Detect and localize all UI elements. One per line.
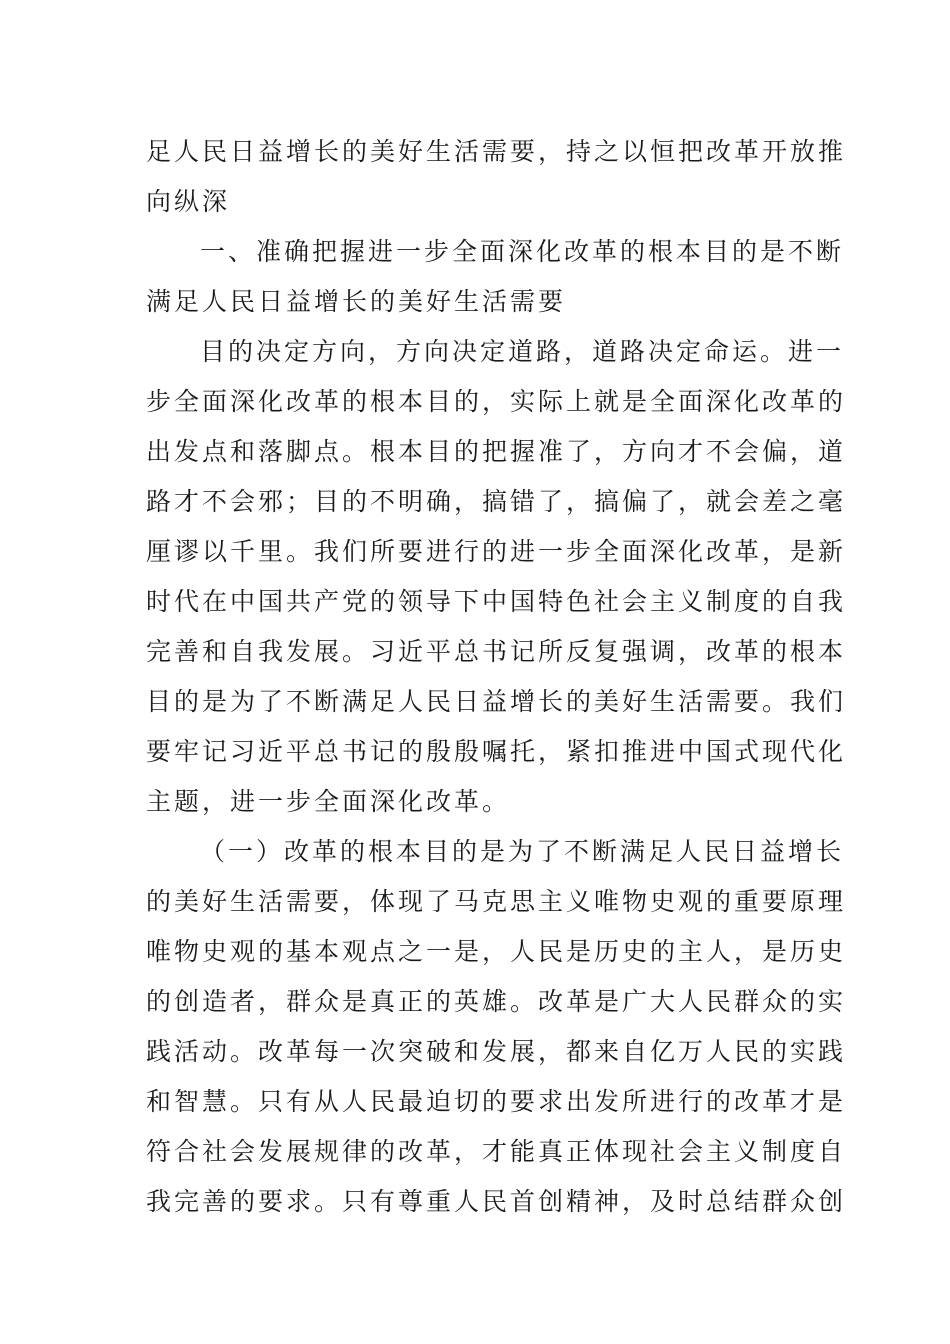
paragraph-line: 步全面深化改革的根本目的，实际上就是全面深化改革的	[146, 387, 847, 416]
paragraph-line: 目的是为了不断满足人民日益增长的美好生活需要。我们	[146, 687, 847, 716]
paragraph-line: 时代在中国共产党的领导下中国特色社会主义制度的自我	[146, 587, 847, 616]
paragraph-line: 厘谬以千里。我们所要进行的进一步全面深化改革，是新	[146, 537, 847, 566]
paragraph-line: 唯物史观的基本观点之一是，人民是历史的主人，是历史	[146, 937, 847, 966]
paragraph-line: 的创造者，群众是真正的英雄。改革是广大人民群众的实	[146, 987, 847, 1016]
paragraph-line: 我完善的要求。只有尊重人民首创精神，及时总结群众创	[146, 1187, 847, 1216]
paragraph-line: 的美好生活需要，体现了马克思主义唯物史观的重要原理	[146, 887, 847, 916]
paragraph-line: 完善和自我发展。习近平总书记所反复强调，改革的根本	[146, 637, 847, 666]
paragraph-line: 目的决定方向，方向决定道路，道路决定命运。进一	[200, 337, 845, 366]
paragraph-line: 路才不会邪；目的不明确，搞错了，搞偏了，就会差之毫	[146, 487, 847, 516]
paragraph-line: 向纵深	[146, 187, 231, 216]
section-heading-line: 满足人民日益增长的美好生活需要	[146, 287, 567, 316]
paragraph-line: （一）改革的根本目的是为了不断满足人民日益增长	[200, 837, 845, 866]
paragraph-line: 和智慧。只有从人民最迫切的要求出发所进行的改革才是	[146, 1087, 847, 1116]
paragraph-line: 出发点和落脚点。根本目的把握准了，方向才不会偏，道	[146, 437, 847, 466]
paragraph-line: 符合社会发展规律的改革，才能真正体现社会主义制度自	[146, 1137, 847, 1166]
paragraph-line: 足人民日益增长的美好生活需要，持之以恒把改革开放推	[146, 137, 847, 166]
section-heading-line: 一、准确把握进一步全面深化改革的根本目的是不断	[200, 237, 845, 266]
paragraph-line: 践活动。改革每一次突破和发展，都来自亿万人民的实践	[146, 1037, 847, 1066]
paragraph-line: 主题，进一步全面深化改革。	[146, 787, 511, 816]
paragraph-line: 要牢记习近平总书记的殷殷嘱托，紧扣推进中国式现代化	[146, 737, 847, 766]
